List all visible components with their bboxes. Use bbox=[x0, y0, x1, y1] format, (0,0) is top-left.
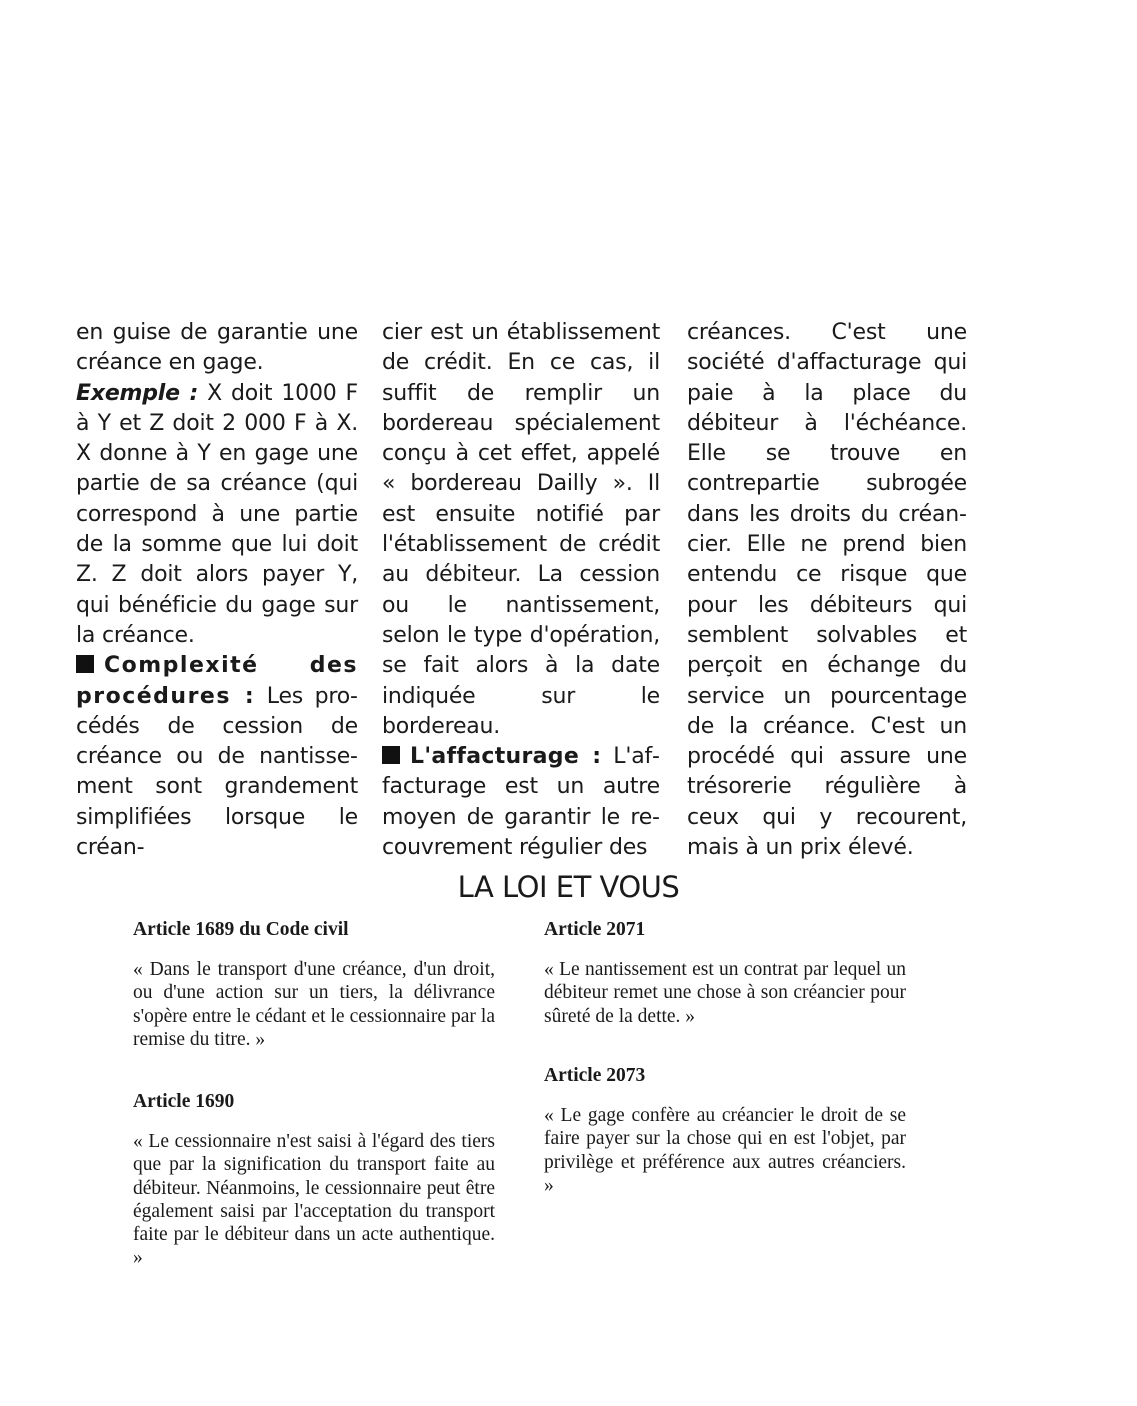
complexite-text: Les procédés de cession de créance ou de nantissement sont grandement simplifiées lorsque le créan- bbox=[76, 683, 358, 861]
article-title: Article 2071 bbox=[544, 919, 646, 940]
intro-text: en guise de garantie une créance en gage. bbox=[76, 320, 358, 376]
article-title: Article 1690 bbox=[133, 1091, 235, 1112]
affacturage-text: L'affacturage est un autre moyen de garantir le recouvrement régulier des bbox=[382, 744, 660, 861]
affacturage-cont-text: créances. C'est une société d'affacturage qui paie à la place du débiteur à l'échéance. Elle se trouve en contrepartie subrogée dans les droits du créancier. Elle ne prend bien entendu ce risque que pour les débiteurs qui semblent solvables et perçoit en échange du service un pourcentage de la créance. C'est un procédé qui assure une trésorerie régulière à ceux qui y recourent, mais à un prix élevé. bbox=[687, 320, 967, 861]
example-label: Exemple : bbox=[76, 380, 199, 406]
article-text: « Dans le transport d'une créance, d'un droit, ou d'une action sur un tiers, la délivrance s'opère entre le cédant et le cessionnaire par la remise du titre. » bbox=[133, 959, 495, 1050]
section-title: LA LOI ET VOUS bbox=[457, 870, 680, 904]
dailly-text: cier est un établissement de crédit. En ce cas, il suffit de remplir un bordereau spécialement conçu à cet effet, appelé « bordereau Dailly ». Il est ensuite notifié par l'établissement de crédit au débiteur. La cession ou le nantissement, selon le type d'opération, se fait alors à la date indiquée sur le bordereau. bbox=[382, 320, 660, 739]
article-block bbox=[544, 1064, 906, 1197]
article-block bbox=[133, 1090, 495, 1269]
article-text: « Le cessionnaire n'est saisi à l'égard des tiers que par la signification du transport faite au débiteur. Néanmoins, le cessionnaire peut être également saisi par l'acceptation du transport faite par le débiteur dans un acte authentique. » bbox=[133, 1131, 495, 1269]
article-block bbox=[544, 918, 906, 1028]
article-title: Article 1689 du Code civil bbox=[133, 919, 349, 940]
affacturage-heading: L'affacturage : bbox=[410, 744, 602, 770]
square-bullet-icon bbox=[382, 746, 400, 764]
paragraph-complexite bbox=[76, 651, 358, 863]
paragraph-dailly bbox=[382, 318, 660, 742]
article-title: Article 2073 bbox=[544, 1065, 646, 1086]
article-text: « Le gage confère au créancier le droit de se faire payer sur la chose qui en est l'objet, par privilège et préférence aux autres créanciers. » bbox=[544, 1105, 906, 1196]
paragraph-affacturage bbox=[382, 742, 660, 863]
example-text: X doit 1000 F à Y et Z doit 2 000 F à X. X donne à Y en gage une partie de sa créance (qui correspond à une partie de la somme que lui doit Z. Z doit alors payer Y, qui bénéficie du gage sur la créance. bbox=[76, 380, 358, 648]
article-text: « Le nantissement est un contrat par lequel un débiteur remet une chose à son créancier pour sûreté de la dette. » bbox=[544, 959, 906, 1027]
complexite-heading: Complexité des procédures : bbox=[76, 653, 358, 709]
paragraph-intro bbox=[76, 318, 358, 379]
text-column-1 bbox=[76, 318, 358, 863]
paragraph-affacturage-cont bbox=[687, 318, 967, 863]
text-column-3 bbox=[687, 318, 967, 863]
paragraph-example bbox=[76, 379, 358, 652]
text-column-2 bbox=[382, 318, 660, 863]
article-block bbox=[133, 918, 495, 1051]
square-bullet-icon bbox=[76, 655, 94, 673]
